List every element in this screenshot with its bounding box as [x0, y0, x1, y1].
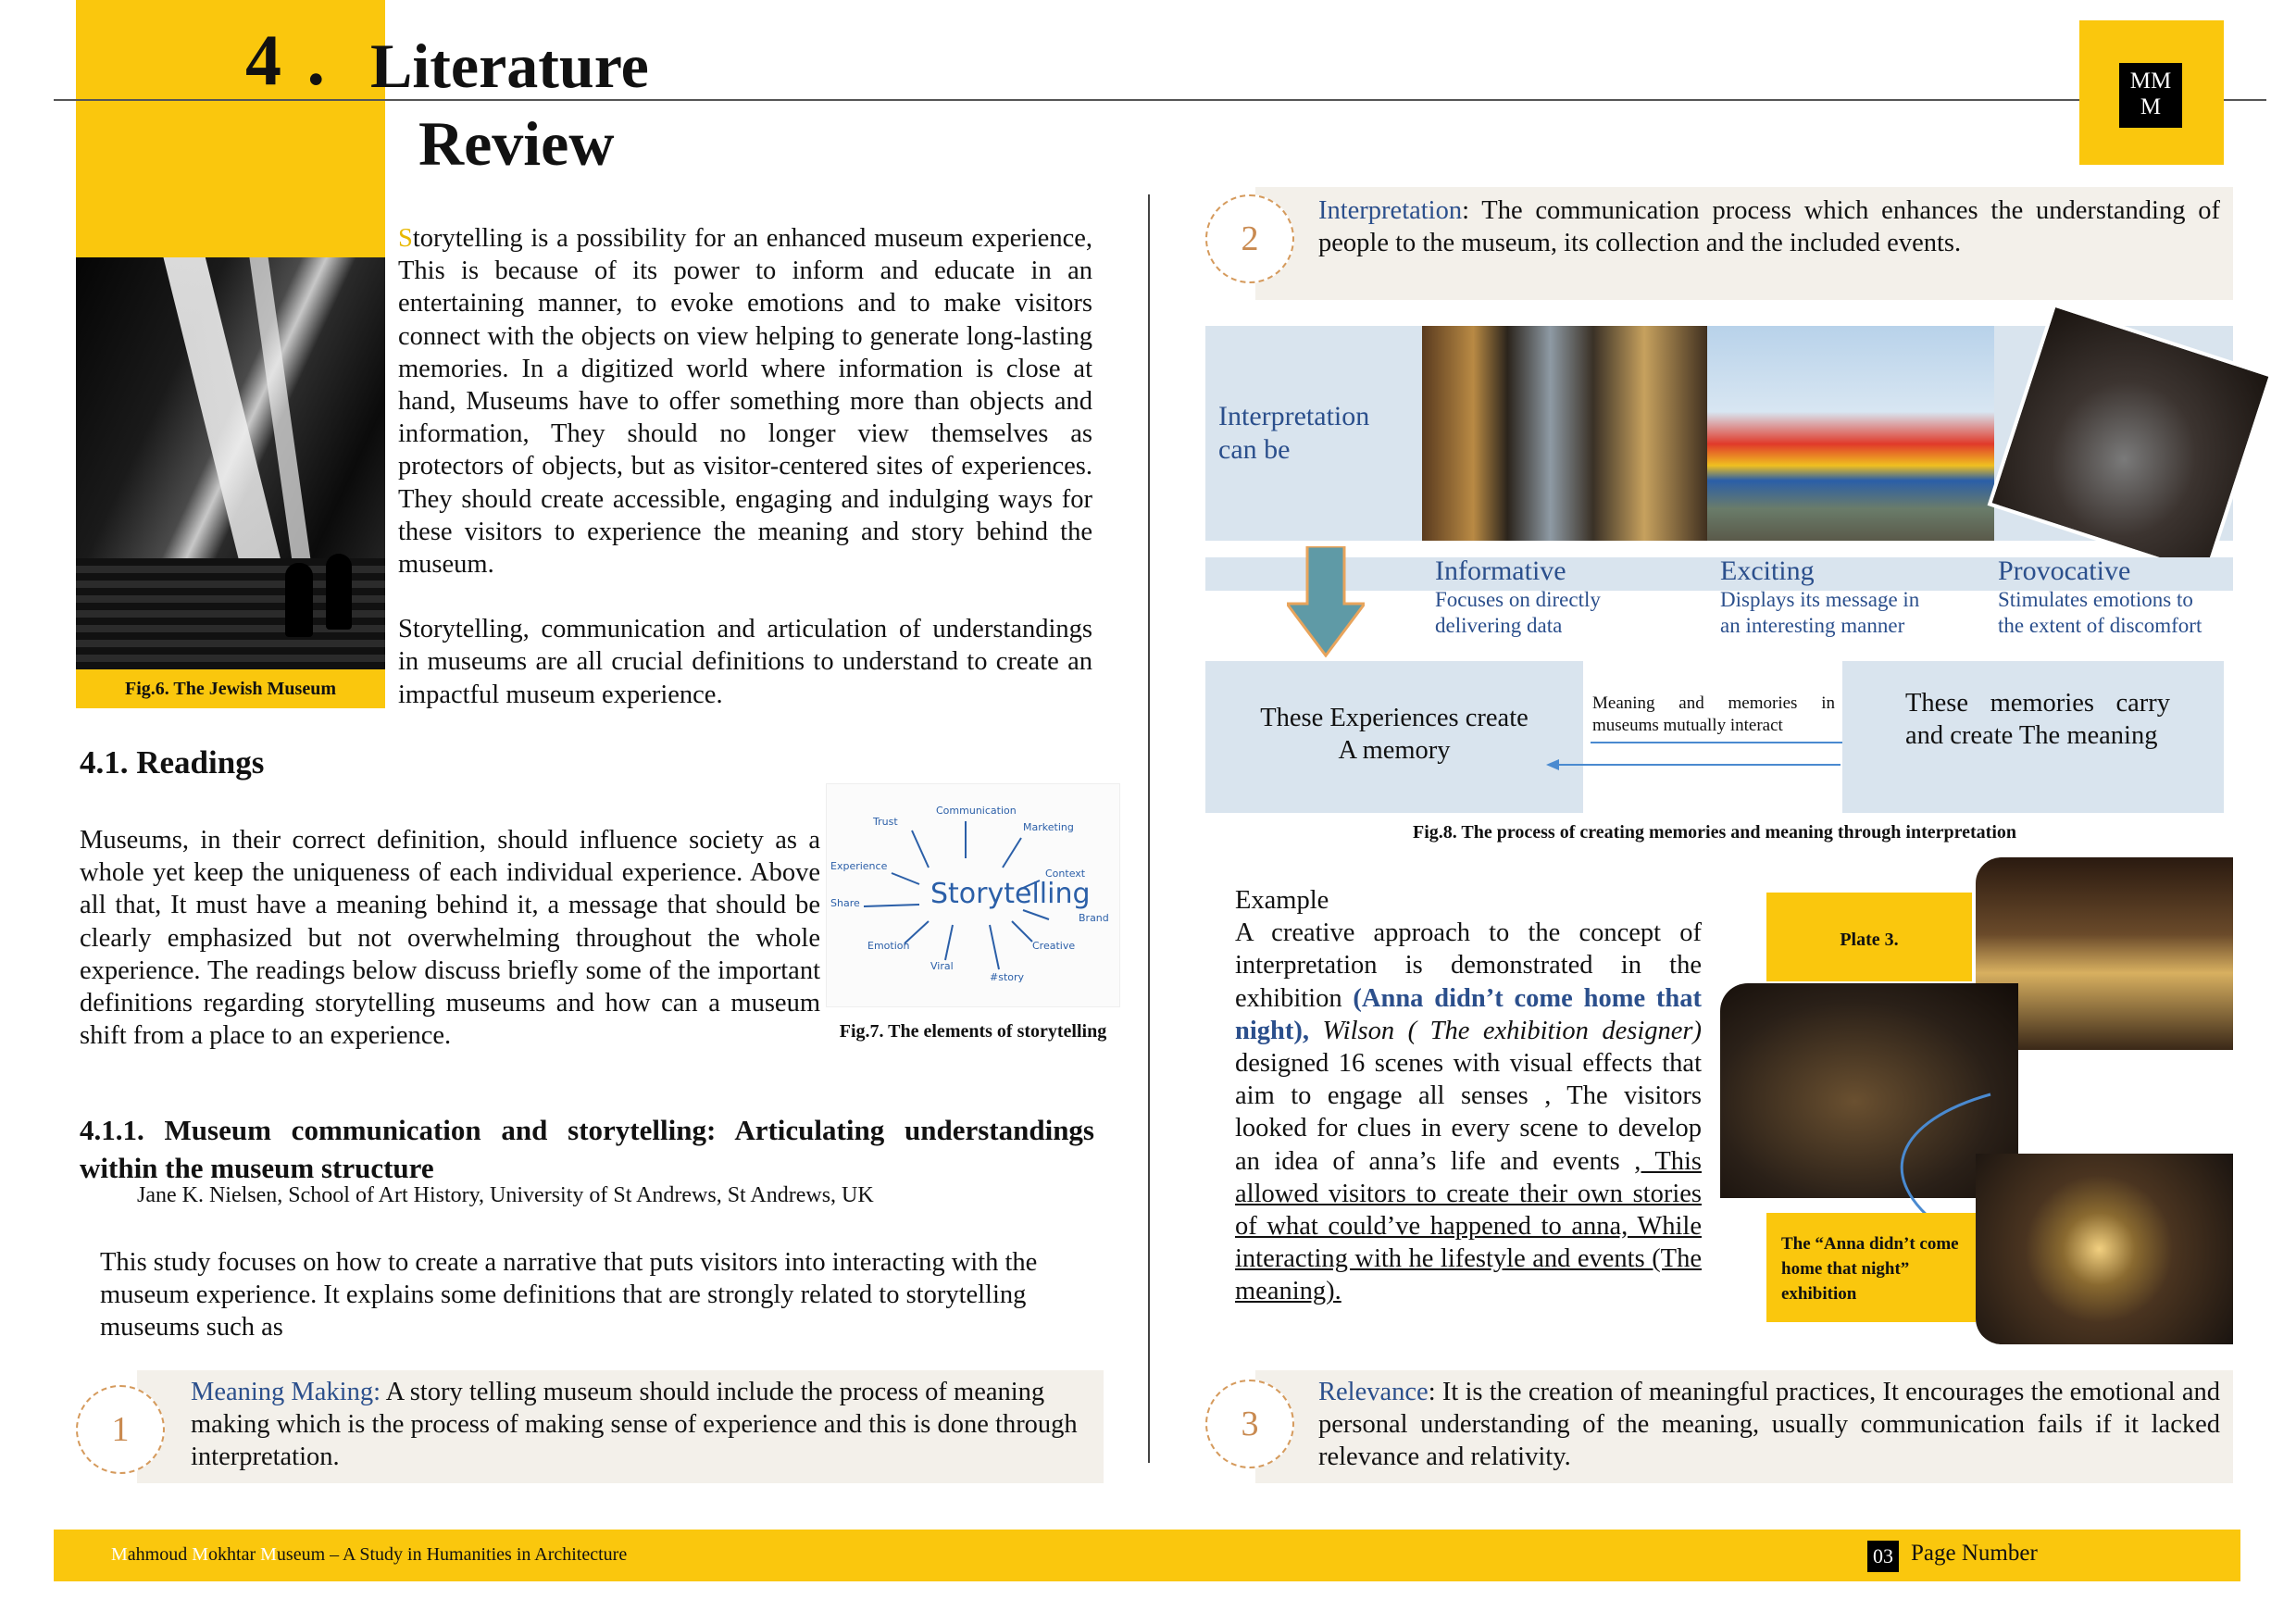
down-arrow-icon — [1287, 546, 1365, 657]
category-title: Provocative — [1998, 556, 2131, 586]
category-desc-line1: Displays its message in — [1720, 588, 1920, 611]
category-desc-line2: an interesting manner — [1720, 614, 1905, 637]
memories-box — [1842, 661, 2224, 813]
sketch-word-viral: Viral — [930, 960, 954, 972]
chapter-number: 4 . — [245, 19, 329, 100]
fig6-caption: Fig.6. The Jewish Museum — [76, 669, 385, 708]
category-exciting — [1720, 556, 1961, 639]
definition-number-2: 2 — [1205, 194, 1294, 283]
sketch-word-creative: Creative — [1032, 940, 1076, 952]
definition-term-2: Interpretation — [1318, 196, 1463, 225]
definition-term-1: Meaning Making: — [191, 1378, 381, 1406]
logo-text-line2: M — [2140, 94, 2162, 119]
column-divider — [1148, 194, 1150, 1463]
chapter-header-band — [76, 0, 385, 257]
fig7-caption: Fig.7. The elements of storytelling — [839, 1021, 1107, 1042]
footer-initial-1: M — [111, 1544, 128, 1565]
category-desc-line1: Stimulates emotions to — [1998, 588, 2193, 611]
page-title-line1: Literature — [370, 31, 649, 101]
example-heading: Example — [1235, 886, 1329, 915]
example-designer: Wilson ( The exhibition designer) — [1308, 1016, 1702, 1045]
intro-text: torytelling is a possibility for an enhanced museum experience, This is because of its power to inform and educate in an entertaining manner, to evoke emotions and to make visitors connect with the objects on view helping to generate long-lasting memories. In a digitized world where information is close at hand, Museums have to offer something more than objects and information, They should no longer view themselves as protectors of objects, but as visitor-centered sites of experiences. They should create accessible, engaging and indulging ways for these visitors to experience the meaning and story behind the museum. — [398, 224, 1092, 580]
example-text-2: designed 16 scenes with visual effects that aim to engage all senses , The visitors looked for clues in every scene to develop an idea of anna’s life and events — [1235, 1049, 1702, 1176]
page-title-line2: Review — [418, 108, 615, 179]
intro-paragraph-2: Storytelling, communication and articulation of understandings in museums are all crucial definitions to understand to create an impactful museum experience. — [398, 615, 1092, 709]
sketch-word-trust: Trust — [873, 816, 898, 828]
logo — [2119, 63, 2182, 128]
sketch-word-communication: Communication — [936, 805, 1017, 817]
sketch-word-brand: Brand — [1079, 912, 1109, 924]
definition-text-1 — [191, 1376, 1098, 1474]
informative-exhibit-photo — [1422, 326, 1707, 541]
footer-title — [111, 1544, 627, 1566]
definition-body-1: A story telling museum should include the process of meaning making which is the process of making sense of experience and this is done through interpretation. — [191, 1378, 1078, 1472]
definition-body-3: : It is the creation of meaningful practices, It encourages the emotional and personal understanding of the meaning, usually communication fails if it lacked relevance and relativity. — [1318, 1378, 2220, 1472]
example-text-underlined: , This allowed visitors to create their own stories of what could’ve happened to anna, While interacting with he lifestyle and events (The meaning). — [1235, 1146, 1702, 1306]
category-desc-line2: the extent of discomfort — [1998, 614, 2202, 637]
interpretation-lead-line2: can be — [1218, 434, 1291, 465]
definition-term-3: Relevance — [1318, 1378, 1429, 1406]
category-informative — [1435, 556, 1657, 639]
plate-caption-box — [1766, 1213, 1976, 1322]
exciting-building-photo — [1707, 326, 1994, 541]
interaction-label: Meaning and memories in museums mutually interact — [1592, 693, 1835, 735]
plate-label: Plate 3. — [1840, 930, 1899, 950]
definition-number-1: 1 — [76, 1385, 165, 1474]
sketch-word-story: #story — [990, 971, 1025, 983]
footer-word-1: ahmoud — [127, 1544, 193, 1565]
definition-text-3 — [1318, 1376, 2220, 1474]
plate-label-box — [1766, 893, 1972, 981]
logo-text-line1: MM — [2129, 69, 2172, 94]
example-exhibition-name: (Anna didn’t come home that night), — [1235, 983, 1702, 1045]
footer-initial-2: M — [192, 1544, 209, 1565]
definition-text-2 — [1318, 194, 2220, 259]
experience-line2: A memory — [1338, 736, 1451, 765]
sketch-word-context: Context — [1045, 868, 1086, 880]
plate-caption: The “Anna didn’t come home that night” exhibition — [1781, 1234, 1959, 1304]
category-desc-line1: Focuses on directly — [1435, 588, 1601, 611]
category-title: Exciting — [1720, 556, 1815, 586]
readings-paragraph: Museums, in their correct definition, should influence society as a whole yet keep the uniqueness of each individual experience. Above all that, It must have a meaning behind it, a message that should be clearly emphasized but not overwhelming throughout the whole experience. The readings below discuss briefly some of the important definitions regarding storytelling museums and how can a museum shift from a place to an experience. — [80, 826, 820, 1051]
definition-number-3: 3 — [1205, 1380, 1294, 1468]
definition-body-2: : The communication process which enhances the understanding of people to the museum, its collection and the included events. — [1318, 196, 2220, 258]
jewish-museum-photo — [76, 257, 385, 669]
experience-box — [1205, 661, 1583, 813]
study-author: Jane K. Nielsen, School of Art History, University of St Andrews, St Andrews, UK — [137, 1183, 874, 1207]
category-provocative — [1998, 556, 2226, 639]
footer-initial-3: M — [260, 1544, 277, 1565]
readings-heading: 4.1. Readings — [80, 744, 265, 781]
bidirectional-arrows-icon — [1544, 733, 1878, 774]
example-block — [1235, 884, 1702, 1308]
intro-paragraph — [398, 222, 1092, 711]
sketch-word-experience: Experience — [830, 860, 888, 872]
sketch-word-marketing: Marketing — [1023, 821, 1074, 833]
study-paragraph: This study focuses on how to create a narrative that puts visitors into interacting with the museum experience. It explains some definitions that are strongly related to storytelling museums such as — [100, 1248, 1038, 1342]
interpretation-lead-line1: Interpretation — [1218, 401, 1370, 431]
fig8-caption: Fig.8. The process of creating memories and meaning through interpretation — [1412, 822, 2016, 843]
storytelling-sketch — [827, 784, 1121, 1008]
sketch-word-emotion: Emotion — [867, 940, 910, 952]
example-paragraph — [1235, 917, 1702, 1307]
category-title: Informative — [1435, 556, 1566, 586]
study-heading: 4.1.1. Museum communication and storytelling: Articulating understandings within the museum structure — [80, 1114, 1094, 1184]
footer-bar — [54, 1530, 2240, 1581]
category-desc-line2: delivering data — [1435, 614, 1563, 637]
page-number-label: Page Number — [1911, 1541, 2038, 1566]
experience-line1: These Experiences create — [1260, 704, 1529, 732]
memories-text: These memories carry and create The meaning — [1905, 689, 2170, 751]
example-text-1: A creative approach to the concept of interpretation is demonstrated in the exhibition — [1235, 918, 1702, 1013]
footer-word-2: okhtar — [208, 1544, 261, 1565]
interpretation-lead — [1218, 400, 1369, 467]
storytelling-elements-image — [826, 783, 1120, 1007]
page-number: 03 — [1867, 1541, 1899, 1572]
drop-cap: S — [398, 224, 413, 253]
footer-word-3: useum – A Study in Humanities in Architecture — [276, 1544, 628, 1565]
sketch-word-center: Storytelling — [930, 878, 1091, 910]
sketch-word-share: Share — [830, 897, 860, 909]
